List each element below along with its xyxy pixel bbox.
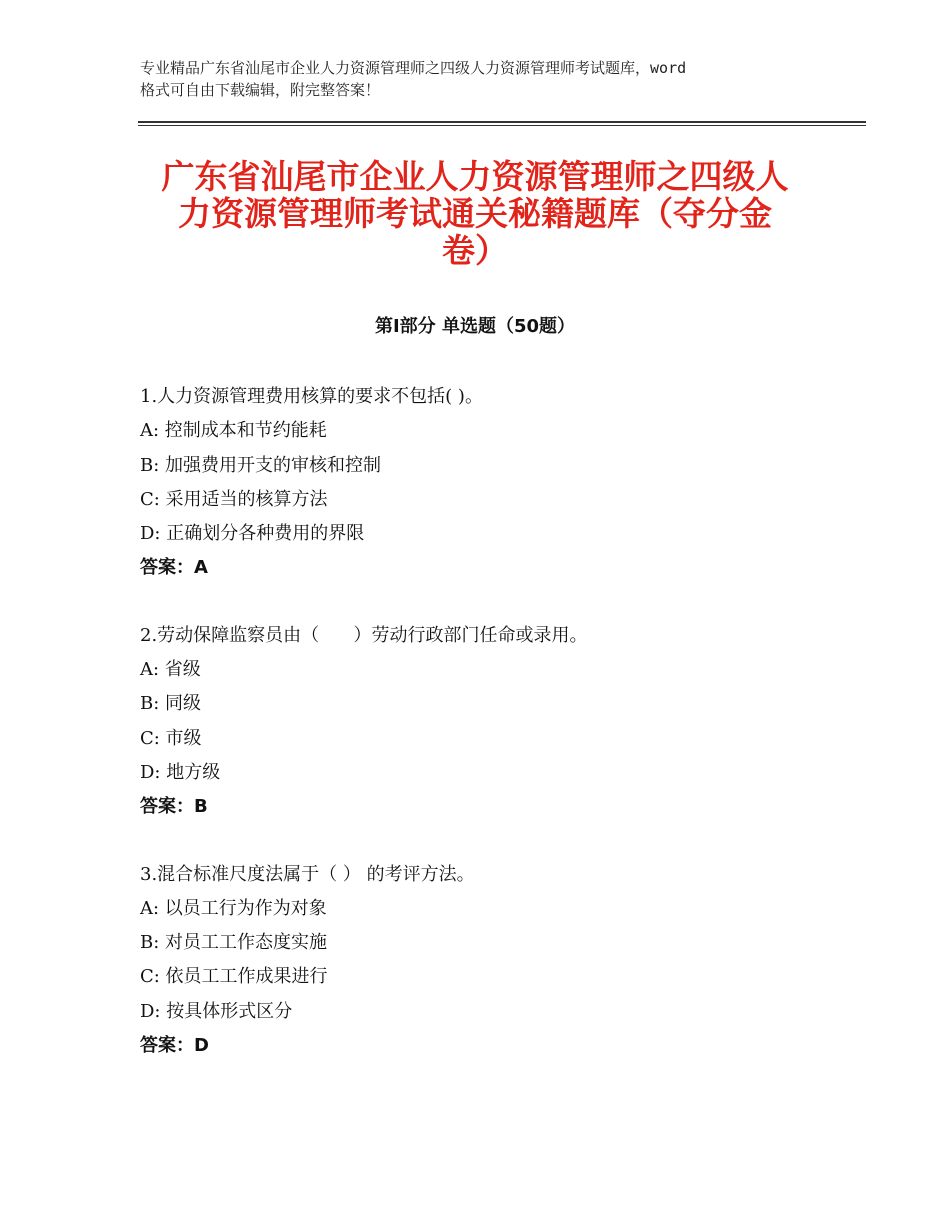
question-list: [140, 380, 860, 1096]
option-c: C: 市级: [140, 727, 202, 749]
section-heading: 第Ⅰ部分 单选题（50题）: [374, 316, 575, 337]
option-d: D: 按具体形式区分: [140, 1000, 293, 1022]
question-1: [140, 380, 860, 586]
question-stem: 2.劳动保障监察员由（ ）劳动行政部门任命或录用。: [140, 624, 588, 646]
header-divider-thin: [138, 125, 866, 126]
header-note-line-1: 专业精品广东省汕尾市企业人力资源管理师之四级人力资源管理师考试题库，word: [140, 59, 687, 77]
header-note-line-2: 格式可自由下载编辑，附完整答案！: [140, 81, 381, 99]
document-title-line-1: 广东省汕尾市企业人力资源管理师之四级人: [161, 157, 789, 196]
header-note: [140, 57, 830, 101]
question-3: [140, 858, 860, 1064]
document-title-line-3: 卷）: [442, 231, 508, 270]
option-d: D: 地方级: [140, 761, 221, 783]
option-a: A: 以员工行为作为对象: [140, 897, 327, 919]
option-a: A: 控制成本和节约能耗: [140, 420, 327, 442]
answer-line: 答案：D: [140, 1035, 209, 1057]
header-divider-thick: [138, 121, 866, 123]
option-c: C: 依员工工作成果进行: [140, 966, 328, 988]
answer-line: 答案：B: [140, 796, 208, 818]
document-title-line-2: 力资源管理师考试通关秘籍题库（夺分金: [178, 194, 772, 233]
option-c: C: 采用适当的核算方法: [140, 488, 328, 510]
option-a: A: 省级: [140, 659, 201, 681]
question-stem: 3.混合标准尺度法属于（ ） 的考评方法。: [140, 863, 475, 885]
option-d: D: 正确划分各种费用的界限: [140, 523, 365, 545]
question-stem: 1.人力资源管理费用核算的要求不包括( )。: [140, 386, 483, 407]
question-2: [140, 619, 860, 825]
answer-line: 答案：A: [140, 557, 208, 579]
option-b: B: 加强费用开支的审核和控制: [140, 454, 382, 476]
option-b: B: 对员工工作态度实施: [140, 932, 328, 954]
document-title: [130, 158, 820, 269]
option-b: B: 同级: [140, 693, 202, 715]
